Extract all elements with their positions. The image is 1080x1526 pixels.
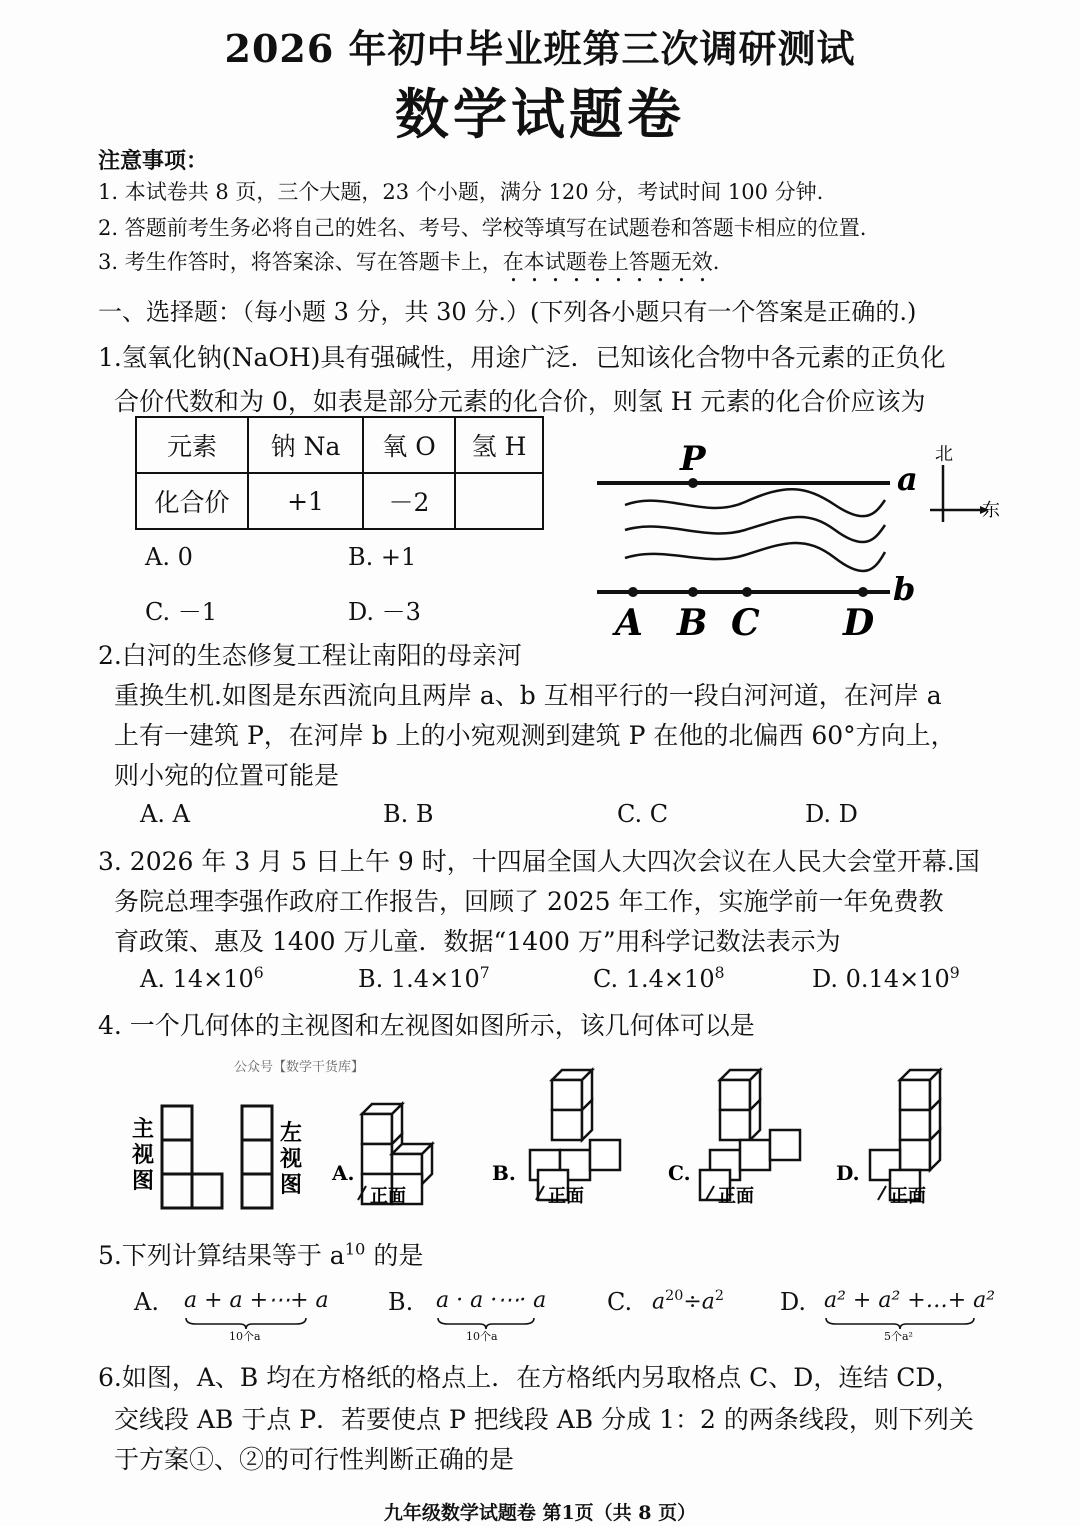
bank-b-label: b bbox=[893, 570, 916, 608]
q4-label-c: C. bbox=[668, 1161, 691, 1185]
q1-option-d: D. －3 bbox=[348, 598, 421, 626]
q6-line2: 交线段 AB 于点 P．若要使点 P 把线段 AB 分成 1：2 的两条线段，则下列关 bbox=[114, 1405, 974, 1434]
q2-option-a: A. A bbox=[140, 800, 190, 828]
notes-heading: 注意事项： bbox=[98, 148, 209, 174]
left-view-char-1: 左 bbox=[280, 1120, 303, 1146]
note-item-3-end: . bbox=[712, 250, 720, 274]
river-figure bbox=[585, 430, 1015, 650]
q4-label-a: A. bbox=[332, 1161, 355, 1185]
q3-option-a-base: A. 14×10 bbox=[140, 965, 254, 993]
note-item-2: 2. 答题前考生务必将自己的姓名、考号、学校等填写在试题卷和答题卡相应的位置. bbox=[98, 216, 867, 240]
main-view-char-3: 图 bbox=[132, 1168, 155, 1194]
q5-option-b-label: B. bbox=[388, 1288, 414, 1316]
q2-line1: 2.白河的生态修复工程让南阳的母亲河 bbox=[98, 641, 522, 670]
q5-option-c: $a^{20}\div a^2$ bbox=[652, 1288, 724, 1315]
point-c-label: C bbox=[731, 602, 760, 644]
q5-option-b-under: 10个a bbox=[466, 1330, 498, 1343]
q5-option-d-under: 5个a² bbox=[884, 1330, 913, 1343]
north-label: 北 bbox=[935, 444, 953, 465]
q5-line1 bbox=[98, 1236, 423, 1272]
section-heading: 一、选择题：（每小题 3 分，共 30 分.）(下列各小题只有一个答案是正确的.) bbox=[98, 298, 917, 326]
views-figure bbox=[120, 1060, 1000, 1210]
point-b-label: B bbox=[677, 602, 708, 644]
note-item-3-emphasis: 在本试题卷上答题无效 bbox=[502, 250, 713, 274]
q5-stem: 5.下列计算结果等于 a bbox=[98, 1241, 345, 1270]
q3-line2: 务院总理李强作政府工作报告，回顾了 2025 年工作，实施学前一年免费教 bbox=[114, 887, 944, 916]
exam-title: 2026 年初中毕业班第三次调研测试 bbox=[224, 26, 856, 71]
q5-option-d-expr: a² + a² +…+ a² bbox=[824, 1288, 996, 1313]
q5-option-a-label: A. bbox=[134, 1288, 159, 1316]
q5-exponent: 10 bbox=[344, 1239, 366, 1259]
main-view-char-1: 主 bbox=[132, 1116, 155, 1142]
exam-subtitle: 数学试题卷 bbox=[395, 82, 685, 146]
q5-option-c-base2: a bbox=[701, 1289, 715, 1315]
q4-front-c: 正面 bbox=[718, 1186, 754, 1207]
east-label: 东 bbox=[982, 500, 1000, 521]
q5-option-c-base1: a bbox=[652, 1289, 666, 1315]
q5-option-a-under: 10个a bbox=[229, 1330, 261, 1343]
q4-label-d: D. bbox=[836, 1161, 860, 1185]
point-p-label: P bbox=[680, 439, 706, 479]
q6-line1: 6.如图，A、B 均在方格纸的格点上．在方格纸内另取格点 C、D，连结 CD， bbox=[98, 1363, 961, 1392]
table-header-o: 氧 O bbox=[363, 417, 455, 473]
q3-option-d bbox=[812, 964, 960, 993]
bank-a-label: a bbox=[897, 460, 918, 498]
q3-option-c bbox=[593, 964, 725, 993]
q4-line1: 4. 一个几何体的主视图和左视图如图所示，该几何体可以是 bbox=[98, 1011, 755, 1040]
left-view-char-3: 图 bbox=[280, 1172, 303, 1198]
q2-line3: 上有一建筑 P，在河岸 b 上的小宛观测到建筑 P 在他的北偏西 60°方向上， bbox=[114, 721, 956, 750]
q4-front-d: 正面 bbox=[890, 1186, 926, 1207]
table-row-label: 化合价 bbox=[136, 473, 248, 529]
table-cell-o: －2 bbox=[363, 473, 455, 529]
note-item-3 bbox=[98, 246, 719, 287]
table-header-na: 钠 Na bbox=[248, 417, 363, 473]
table-cell-h bbox=[455, 473, 543, 529]
note-item-1: 1. 本试卷共 8 页，三个大题，23 个小题，满分 120 分，考试时间 100 分钟. bbox=[98, 180, 824, 204]
main-view-char-2: 视 bbox=[132, 1142, 155, 1168]
table-header-element: 元素 bbox=[136, 417, 248, 473]
point-d-label: D bbox=[843, 602, 875, 644]
q2-option-d: D. D bbox=[805, 800, 858, 828]
q1-option-c: C. －1 bbox=[145, 598, 218, 626]
q3-option-d-exp: 9 bbox=[949, 964, 960, 982]
q4-front-a: 正面 bbox=[370, 1186, 406, 1207]
table-header-h: 氢 H bbox=[455, 417, 543, 473]
q3-option-b-base: B. 1.4×10 bbox=[358, 965, 480, 993]
q5-stem-end: 的是 bbox=[365, 1241, 424, 1270]
q1-option-b: B. +1 bbox=[348, 543, 417, 571]
q3-option-a-exp: 6 bbox=[253, 964, 264, 982]
q3-line1: 3. 2026 年 3 月 5 日上午 9 时，十四届全国人大四次会议在人民大会堂开幕.国 bbox=[98, 847, 980, 876]
q6-line3: 于方案①、②的可行性判断正确的是 bbox=[114, 1445, 515, 1474]
q3-line3: 育政策、惠及 1400 万儿童．数据“1400 万”用科学记数法表示为 bbox=[114, 927, 841, 956]
q1-line1: 1.氢氧化钠(NaOH)具有强碱性，用途广泛．已知该化合物中各元素的正负化 bbox=[98, 343, 946, 372]
q3-option-b bbox=[358, 964, 490, 993]
q5-option-b-expr: a · a ·⋯· a bbox=[436, 1288, 547, 1313]
q5-option-d-label: D. bbox=[780, 1288, 807, 1316]
q4-front-b: 正面 bbox=[548, 1186, 584, 1207]
q1-option-a: A. 0 bbox=[145, 543, 193, 571]
q2-option-c: C. C bbox=[617, 800, 669, 828]
q2-option-b: B. B bbox=[383, 800, 434, 828]
q2-line4: 则小宛的位置可能是 bbox=[114, 761, 340, 790]
q3-option-c-exp: 8 bbox=[714, 964, 725, 982]
q5-option-a-expr: a + a +⋯+ a bbox=[184, 1288, 329, 1313]
q2-line2: 重换生机.如图是东西流向且两岸 a、b 互相平行的一段白河河道，在河岸 a bbox=[114, 681, 942, 710]
point-a-label: A bbox=[615, 602, 643, 644]
q3-option-a bbox=[140, 964, 264, 993]
page-footer: 九年级数学试题卷 第1页（共 8 页） bbox=[383, 1502, 697, 1524]
q1-line2: 合价代数和为 0，如表是部分元素的化合价，则氢 H 元素的化合价应该为 bbox=[114, 387, 926, 416]
q3-option-b-exp: 7 bbox=[479, 964, 490, 982]
q3-option-c-base: C. 1.4×10 bbox=[593, 965, 715, 993]
table-cell-na: +1 bbox=[248, 473, 363, 529]
note-item-3-text: 3. 考生作答时，将答案涂、写在答题卡上， bbox=[98, 250, 503, 274]
q5-option-c-label: C. bbox=[607, 1288, 633, 1316]
valence-table bbox=[135, 416, 544, 530]
left-view-char-2: 视 bbox=[280, 1146, 303, 1172]
q3-option-d-base: D. 0.14×10 bbox=[812, 965, 950, 993]
watermark: 公众号【数学干货库】 bbox=[234, 1060, 365, 1075]
q4-label-b: B. bbox=[492, 1161, 516, 1185]
